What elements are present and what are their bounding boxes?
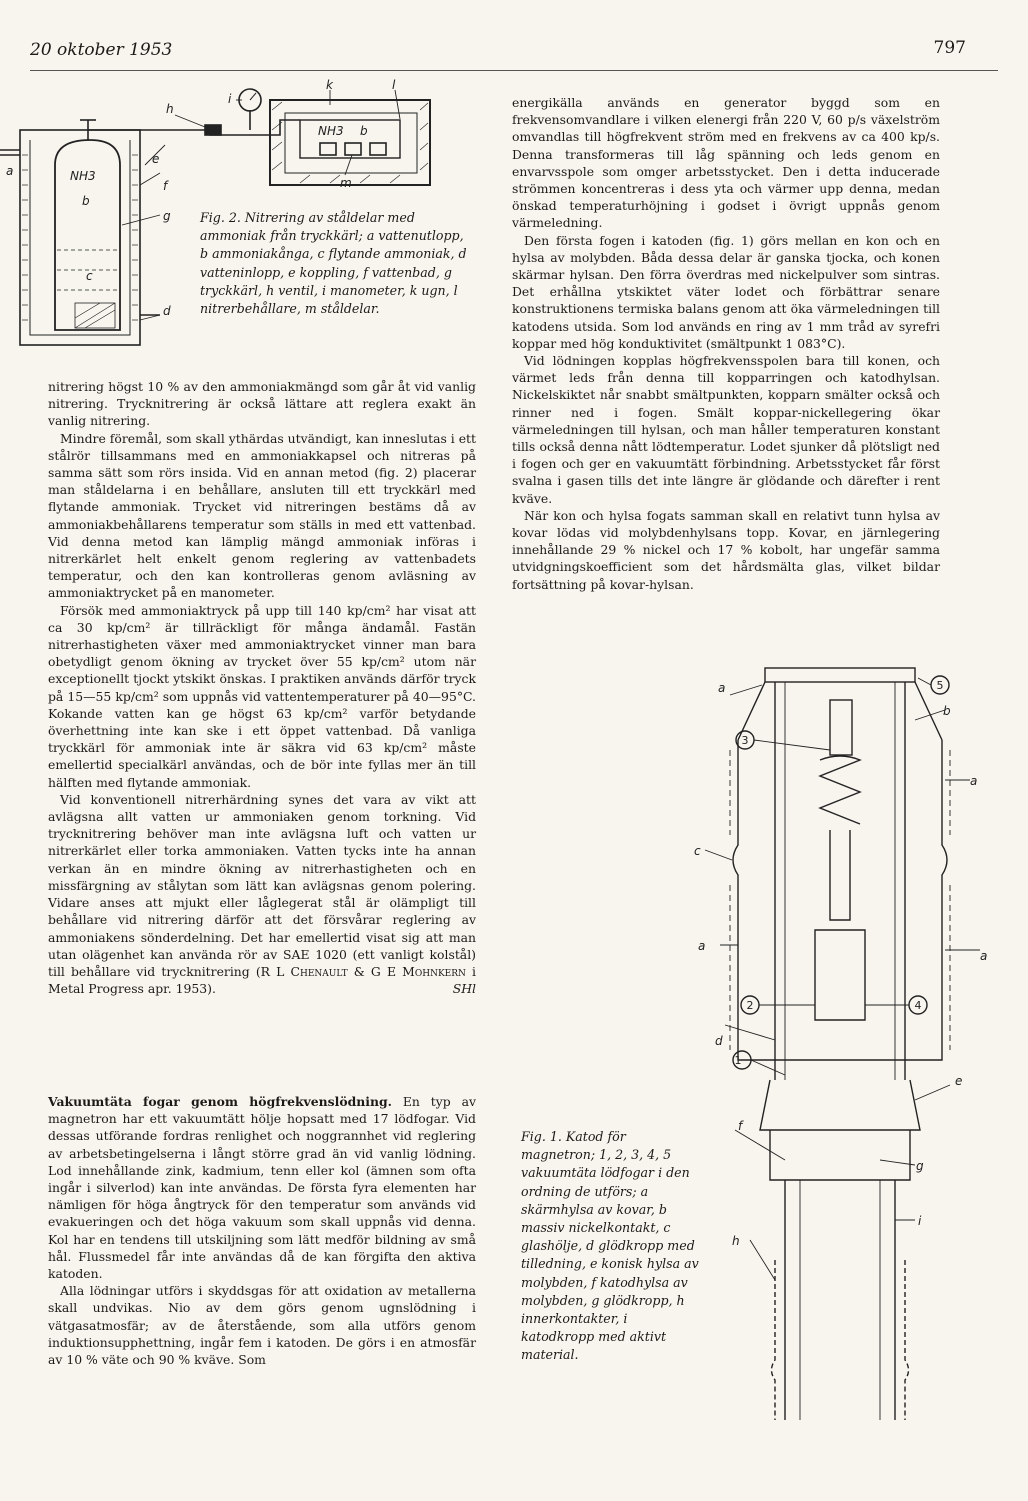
citation-tail: i Metal Progress apr. 1953). xyxy=(48,963,476,997)
paragraph xyxy=(48,1093,476,1282)
author-name: Chenault xyxy=(290,963,348,979)
paragraph: Den första fogen i katoden (fig. 1) görs mellan en kon och en hylsa av molybden. Båda dessa delar är ganska tjocka, och konen skärmar hylsan. Den förra överdras med nickelpulver som sintras. Det erhållna ytskiktet väter lodet och förbättrar senare konstruktionens termiska balans genom att öka värmeledningen till katodens utsida. Som lod används en ring av 1 mm tråd av syrefri koppar med hög konduktivitet (smältpunkt 1 083°C). xyxy=(512,232,940,351)
fig2-label-b: b xyxy=(82,194,90,208)
header-date: 20 oktober 1953 xyxy=(30,40,173,60)
fig2-label-m: m xyxy=(340,176,352,190)
right-column-top xyxy=(512,94,940,593)
figure-1-cathode-diagram xyxy=(690,660,1020,1420)
fig2-label-e: e xyxy=(152,152,160,166)
fig1-label-3: 3 xyxy=(741,734,749,747)
fig2-label-nh3-right: NH3 xyxy=(318,124,344,138)
fig1-label-e: e xyxy=(955,1074,963,1088)
paragraph: Försök med ammoniaktryck på upp till 140 kp/cm² har visat att ca 30 kp/cm² är tillräckligt för många ändamål. Fastän nitrerhastigheten växer med ammoniaktrycket vinner man bara obetydligt genom ökning av trycket över 55 kp/cm² utom när exceptionellt tjockt ytskikt önskas. I praktiken används därför tryck på 15—55 kp/cm² som uppnås vid vattentemperaturer på 40—95°C. Kokande vatten kan ge högst 63 kp/cm² varför betydande överhettning inte kan ske i ett öppet vattenbad. Då vanliga tryckkärl för ammoniak inte är säkra vid 63 kp/cm² måste emellertid specialkärl användas, och de bör inte fyllas mer än till hälften med flytande ammoniak. xyxy=(48,602,476,790)
fig1-label-a-right: a xyxy=(970,774,978,788)
fig2-label-h: h xyxy=(166,102,174,116)
fig2-label-f: f xyxy=(163,179,168,193)
fig2-label-g: g xyxy=(163,209,171,223)
fig1-label-5: 5 xyxy=(936,679,944,692)
paragraph xyxy=(48,791,476,997)
page-number: 797 xyxy=(933,38,966,58)
paragraph: nitrering högst 10 % av den ammoniakmängd som går åt vid vanlig nitrering. Trycknitrering är också lättare att reglera exakt än vanlig nitrering. xyxy=(48,379,476,429)
paragraph: energikälla används en generator byggd som en frekvensomvandlare i vilken elenergi från 220 V, 60 p/s växelström omvandlas till högfrekvent ström med en frekvens av ca 400 kp/s. Denna transformeras till låg spänning och leds genom en envarvsspole som omger arbetsstycket. Den i detta inducerade strömmen koncentreras i dess yta och värmer upp denna, medan önskad temperaturhöjning i godset i övrigt uppnås genom värmeledning. xyxy=(512,95,940,231)
author-name: Mohnkern xyxy=(402,963,466,979)
fig1-label-b: b xyxy=(943,704,951,718)
header-rule xyxy=(30,70,998,71)
section-heading: Vakuumtäta fogar genom högfrekvenslödning. xyxy=(48,1094,392,1109)
fig1-label-4: 4 xyxy=(914,999,922,1012)
fig2-label-nh3-left: NH3 xyxy=(70,169,96,183)
fig2-label-c: c xyxy=(86,269,93,283)
fig1-label-i: i xyxy=(918,1214,922,1228)
fig1-label-h: h xyxy=(732,1234,740,1248)
fig1-label-d: d xyxy=(715,1034,723,1048)
fig2-label-k: k xyxy=(326,78,333,92)
paragraph: När kon och hylsa fogats samman skall en relativt tunn hylsa av kovar lödas vid molybdenhylsans topp. Kovar, en järnlegering innehållande 29 % nickel och 17 % kobolt, har ungefär samma utvidgningskoefficient som det hårdsmälta glas, vilket bildar fortsättning på kovar-hylsan. xyxy=(512,507,940,592)
signature: SHl xyxy=(452,981,476,997)
author-separator: & G E xyxy=(347,963,403,979)
fig1-label-a: a xyxy=(718,681,726,695)
fig1-label-g: g xyxy=(916,1159,924,1173)
fig1-label-a-right-low: a xyxy=(980,949,988,963)
fig2-label-b-right: b xyxy=(360,124,368,138)
fig2-label-i: i xyxy=(228,92,232,106)
fig1-label-2: 2 xyxy=(746,999,754,1012)
figure-1-caption: Fig. 1. Katod för magnetron; 1, 2, 3, 4, 5 vakuumtäta lödfogar i den ordning de utförs; a skärmhylsa av kovar, b massiv nickelkontakt, c glashölje, d glödkropp med tilledning, e konisk hylsa av molybden, f katodhylsa av molybden, g glödkropp, h innerkontakter, i katodkropp med aktivt material. xyxy=(521,1129,699,1363)
fig1-label-f: f xyxy=(738,1119,743,1133)
fig1-label-a-left: a xyxy=(698,939,706,953)
fig1-label-1: 1 xyxy=(734,1054,742,1067)
left-column-top xyxy=(48,378,476,997)
paragraph: Alla lödningar utförs i skyddsgas för att oxidation av metallerna skall undvikas. Nio av dem görs genom ugnslödning i vätgasatmosfär; av de återstående, som alla utförs genom induktionsupphettning, ingår fem i katoden. De görs i en atmosfär av 10 % väte och 90 % kväve. Som xyxy=(48,1283,476,1368)
fig2-label-a: a xyxy=(6,164,14,178)
figure-2-caption: Fig. 2. Nitrering av ståldelar med ammoniak från tryckkärl; a vattenutlopp, b ammoniakånga, c flytande ammoniak, d vatteninlopp, e koppling, f vattenbad, g tryckkärl, h ventil, i manometer, k ugn, l nitrerbehållare, m ståldelar. xyxy=(200,210,467,317)
fig2-label-d: d xyxy=(163,304,171,318)
paragraph-text: En typ av magnetron har ett vakuumtätt hölje hopsatt med 17 lödfogar. Vid dessas utförande fordras renlighet och noggrannhet vid reglering av arbetsbetingelserna i långt större grad än vid vanlig lödning. Lod innehållande zink, kadmium, tenn eller kol (ämnen som ofta ingår i silverlod) kan inte användas. De första fyra elementen har nämligen för höga ångtryck för den temperatur som används vid evakueringen och det höga vakuum som skall uppnås vid denna. Kol har en tendens till utskiljning som lätt medför bildning av små hål. Flussmedel får inte användas då de kan förgifta den aktiva katoden. xyxy=(48,1094,476,1282)
fig2-label-l: l xyxy=(392,78,396,92)
left-column-bottom xyxy=(48,1093,476,1368)
paragraph-text: Vid konventionell nitrerhärdning synes det vara av vikt att avlägsna allt vatten ur ammoniaken genom torkning. Vid trycknitrering behöver man inte avlägsna luft och vatten ur nitrerkärlet eller torka ammoniaken. Vatten tycks inte ha annan verkan än en mindre ökning av nitrerhastigheten och en missfärgning av stålytan som lätt kan avlägsnas genom polering. Vidare anses att mjukt eller låglegerat stål är olämpligt till behållare vid nitrering därför att det försvårar reglering av ammoniakens sönderdelning. Det har emellertid visat sig att man utan olägenhet kan använda rör av SAE 1020 (ett vanligt kolstål) till behållare vid trycknitrering (R L xyxy=(48,791,476,979)
paragraph: Vid lödningen kopplas högfrekvensspolen bara till konen, och värmet leds från denna till kopparringen och katodhylsan. Nickelskiktet når snabbt smältpunkten, kopparn smälter också och rinner ned i fogen. Smält koppar-nickellegering ökar värmeledningen till hylsan, och man håller temperaturen konstant tills också denna nått lödtemperatur. Lodet sjunker då plötsligt ned i fogen och ger en vakuumtätt förbindning. Arbetsstycket får först svalna i gasen tills det inte längre är glödande och därefter i rent kväve. xyxy=(512,353,940,506)
fig1-label-c: c xyxy=(694,844,701,858)
paragraph: Mindre föremål, som skall ythärdas utvändigt, kan inneslutas i ett stålrör tillsammans med en ammoniakkapsel och nitreras på samma sätt som rörs insida. Vid en annan metod (fig. 2) placerar man ståldelarna i en behållare, ansluten till ett tryckkärl med flytande ammoniak. Trycket vid nitreringen bestäms då av ammoniakbehållarens temperatur som ställs in med ett vattenbad. Vid denna metod kan lämplig mängd ammoniak införas i nitrerkärlet helt enkelt genom reglering av vattenbadets temperatur, och den kan kontrolleras genom avläsning av ammoniaktrycket på en manometer. xyxy=(48,430,476,601)
